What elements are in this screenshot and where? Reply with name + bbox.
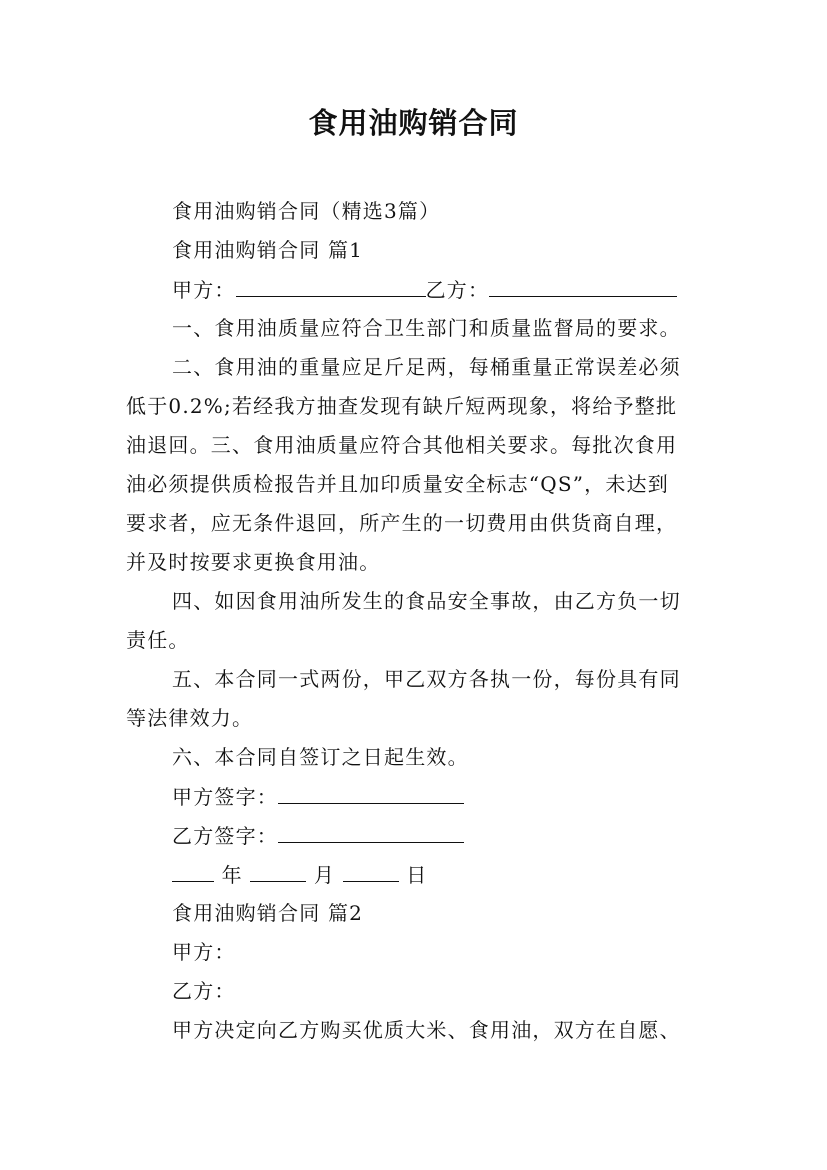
section2-text: 甲方决定向乙方购买优质大米、食用油，双方在自愿、 — [172, 1018, 681, 1042]
sign-a-line — [172, 783, 464, 810]
section2-party-a: 甲方： — [172, 940, 236, 964]
month-label: 月 — [313, 863, 336, 887]
sign-b-label: 乙方签字： — [172, 824, 278, 848]
intro-line: 食用油购销合同（精选3篇） — [172, 199, 441, 223]
sign-b-blank — [278, 822, 464, 843]
section1-heading: 食用油购销合同 篇1 — [172, 238, 364, 262]
parties-line — [172, 276, 677, 303]
sign-b-line — [172, 822, 464, 849]
clause-4-line: 责任。 — [126, 628, 190, 652]
clause-4-line: 四、如因食用油所发生的食品安全事故，由乙方负一切 — [172, 589, 681, 613]
party-a-blank — [236, 276, 426, 297]
clause-2-line: 低于0.2%;若经我方抽查发现有缺斤短两现象，将给予整批 — [126, 394, 678, 418]
party-a-label: 甲方： — [172, 278, 236, 302]
clause-2-line: 要求者，应无条件退回，所产生的一切费用由供货商自理， — [126, 511, 678, 535]
clause-1: 一、食用油质量应符合卫生部门和质量监督局的要求。 — [172, 316, 681, 340]
document-title: 食用油购销合同 — [308, 106, 519, 140]
party-b-label: 乙方： — [425, 278, 490, 302]
year-label: 年 — [221, 863, 243, 887]
day-label: 日 — [406, 863, 428, 887]
date-line — [172, 861, 427, 888]
section2-heading: 食用油购销合同 篇2 — [172, 901, 364, 925]
sign-a-label: 甲方签字： — [172, 785, 278, 809]
clause-5-line: 五、本合同一式两份，甲乙双方各执一份，每份具有同 — [172, 667, 681, 691]
clause-6: 六、本合同自签订之日起生效。 — [172, 745, 469, 769]
year-blank — [172, 861, 214, 882]
day-blank — [343, 861, 399, 882]
clause-2-line: 油必须提供质检报告并且加印质量安全标志“QS”，未达到 — [126, 472, 669, 496]
month-blank — [250, 861, 306, 882]
clause-5-line: 等法律效力。 — [126, 706, 254, 730]
clause-2-line: 油退回。三、食用油质量应符合其他相关要求。每批次食用 — [126, 433, 678, 457]
party-b-blank — [489, 276, 677, 297]
clause-2-line: 并及时按要求更换食用油。 — [126, 550, 381, 574]
sign-a-blank — [278, 783, 464, 804]
clause-2-line: 二、食用油的重量应足斤足两，每桶重量正常误差必须 — [172, 355, 681, 379]
section2-party-b: 乙方： — [172, 979, 236, 1003]
